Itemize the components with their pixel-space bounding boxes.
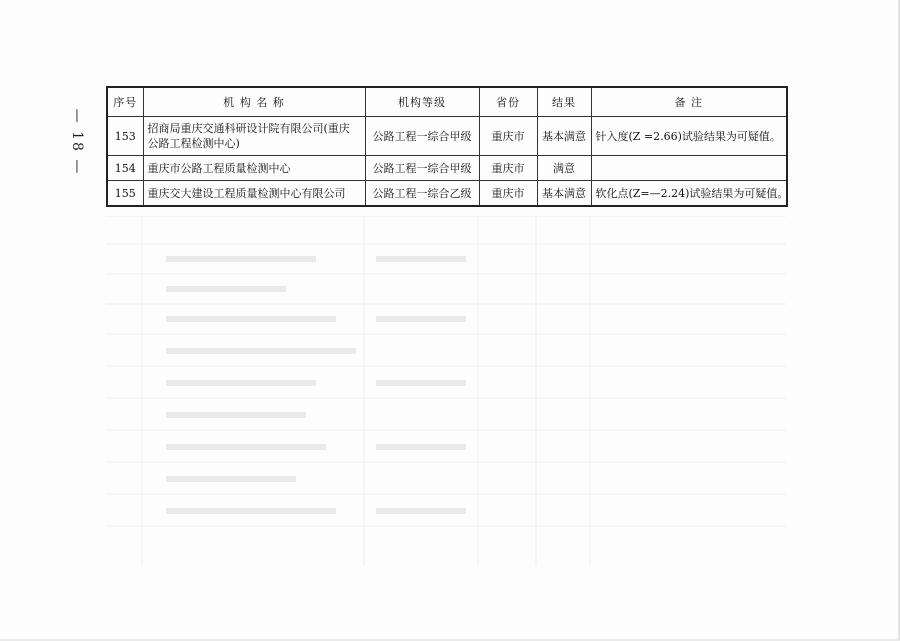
header-province: 省份 (479, 87, 537, 117)
cell-name: 重庆市公路工程质量检测中心 (143, 156, 365, 181)
cell-province: 重庆市 (479, 181, 537, 207)
cell-grade: 公路工程一综合甲级 (365, 156, 479, 181)
cell-remark: 软化点(Z=—2.24)试验结果为可疑值。 (591, 181, 787, 207)
table-row (107, 156, 787, 181)
page-number: — 18 — (69, 108, 85, 176)
cell-remark (591, 156, 787, 181)
cell-index: 155 (107, 181, 143, 207)
cell-index: 154 (107, 156, 143, 181)
header-name: 机 构 名 称 (143, 87, 365, 117)
cell-index: 153 (107, 117, 143, 156)
cell-province: 重庆市 (479, 117, 537, 156)
cell-result: 基本满意 (537, 117, 591, 156)
cell-name: 重庆交大建设工程质量检测中心有限公司 (143, 181, 365, 207)
cell-remark: 针入度(Z =2.66)试验结果为可疑值。 (591, 117, 787, 156)
cell-grade: 公路工程一综合甲级 (365, 117, 479, 156)
table-header-row (107, 87, 787, 117)
table-row (107, 181, 787, 207)
header-index: 序号 (107, 87, 143, 117)
table-row (107, 117, 787, 156)
cell-grade: 公路工程一综合乙级 (365, 181, 479, 207)
cell-province: 重庆市 (479, 156, 537, 181)
cell-result: 满意 (537, 156, 591, 181)
header-grade: 机构等级 (365, 87, 479, 117)
header-remark: 备 注 (591, 87, 787, 117)
header-result: 结果 (537, 87, 591, 117)
cell-result: 基本满意 (537, 181, 591, 207)
results-table (106, 86, 788, 207)
cell-name: 招商局重庆交通科研设计院有限公司(重庆公路工程检测中心) (143, 117, 365, 156)
bleed-through-table (106, 216, 786, 566)
